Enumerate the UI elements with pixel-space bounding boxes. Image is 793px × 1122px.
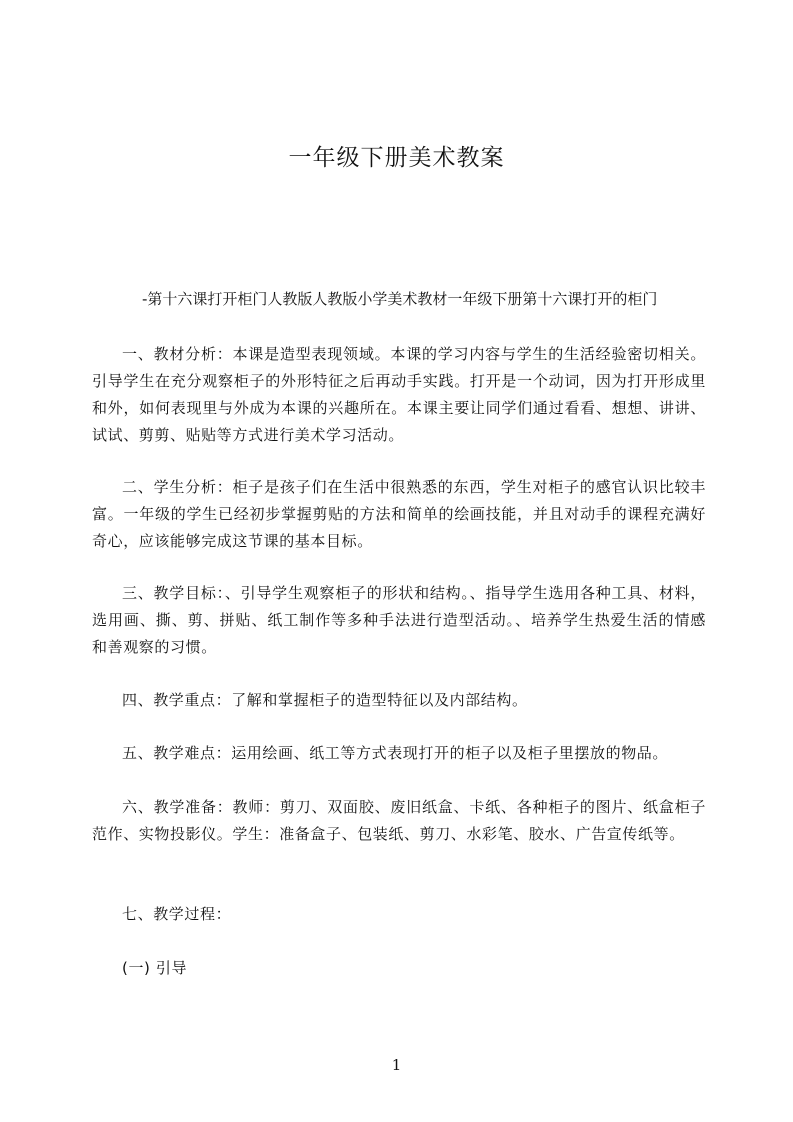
paragraph-student-analysis: 二、学生分析：柜子是孩子们在生活中很熟悉的东西，学生对柜子的感官认识比较丰富。一年级的学生已经初步掌握剪贴的方法和简单的绘画技能，并且对动手的课程充满好奇心，应该能够完成这节课的基本目标。 [92, 478, 706, 550]
paragraph-teaching-process: 七、教学过程： [122, 905, 232, 923]
document-title: 一年级下册美术教案 [288, 145, 505, 171]
paragraph-guidance: (一) 引导 [122, 959, 188, 977]
paragraph-teaching-preparation: 六、教学准备：教师：剪刀、双面胶、废旧纸盒、卡纸、各种柜子的图片、纸盒柜子范作、实物投影仪。学生：准备盒子、包装纸、剪刀、水彩笔、胶水、广告宣传纸等。 [92, 798, 706, 843]
paragraph-teaching-goals: 三、教学目标：、引导学生观察柜子的形状和结构。、指导学生选用各种工具、材料，选用画、撕、剪、拼贴、纸工制作等多种手法进行造型活动。、培养学生热爱生活的情感和善观察的习惯。 [92, 584, 706, 656]
paragraph-teaching-focus: 四、教学重点：了解和掌握柜子的造型特征以及内部结构。 [122, 691, 528, 709]
lesson-subtitle: -第十六课打开柜门人教版人教版小学美术教材一年级下册第十六课打开的柜门 [142, 290, 658, 308]
paragraph-teaching-difficulty: 五、教学难点：运用绘画、纸工等方式表现打开的柜子以及柜子里摆放的物品。 [122, 744, 669, 762]
paragraph-textbook-analysis: 一、教材分析：本课是造型表现领域。本课的学习内容与学生的生活经验密切相关。引导学生在充分观察柜子的外形特征之后再动手实践。打开是一个动词，因为打开形成里和外，如何表现里与外成为本课的兴趣所在。本课主要让同学们通过看看、想想、讲讲、试试、剪剪、贴贴等方式进行美术学习活动。 [92, 345, 706, 444]
page-number: 1 [391, 1056, 402, 1074]
